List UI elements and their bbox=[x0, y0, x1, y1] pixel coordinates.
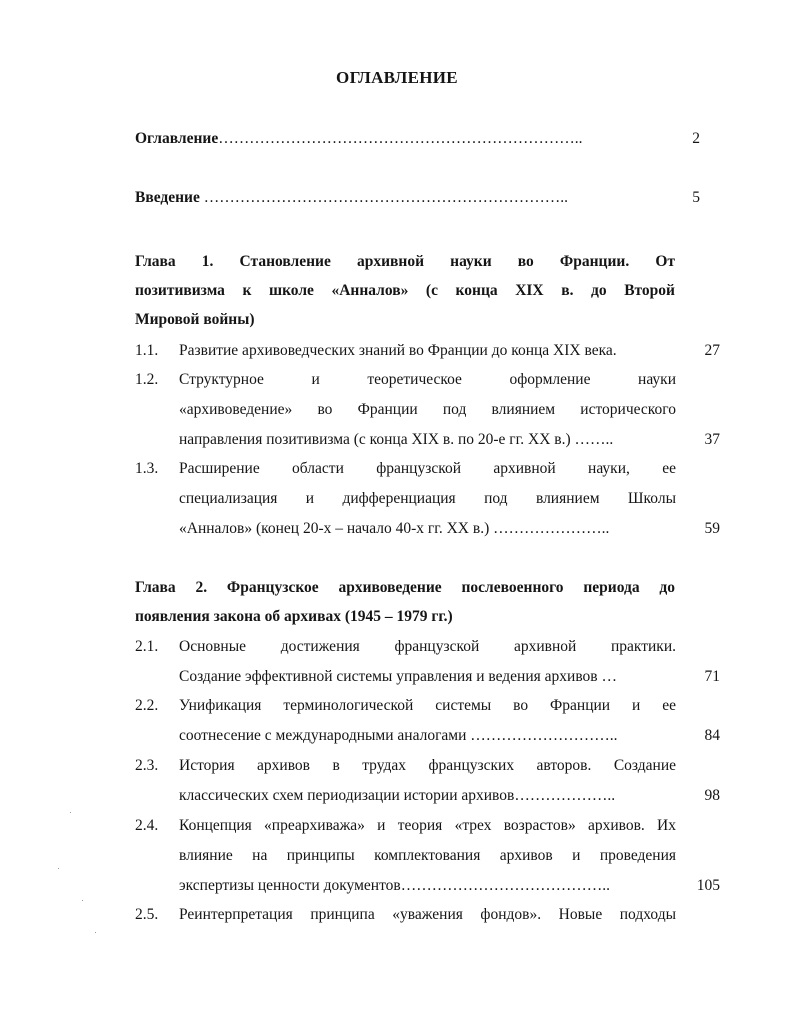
section-title-line: специализация и дифференциация под влиянием Школы bbox=[179, 490, 676, 507]
section-page-number: 105 bbox=[696, 877, 720, 894]
section-number: 1.3. bbox=[135, 460, 159, 477]
toc-page-number: 2 bbox=[692, 130, 700, 147]
section-number: 1.1. bbox=[135, 342, 159, 359]
section-page-number: 27 bbox=[704, 342, 720, 359]
toc-entry-label: Введение bbox=[135, 189, 200, 206]
scan-speck bbox=[82, 900, 83, 901]
chapter-2-heading bbox=[135, 573, 675, 631]
section-title-line: История архивов в трудах французских авторов. Создание bbox=[179, 757, 676, 774]
scan-speck bbox=[58, 868, 59, 869]
section-title-line: направления позитивизма (с конца XIX в. по 20-е гг. XX в.) …….. bbox=[179, 431, 614, 448]
section-number: 2.1. bbox=[135, 638, 159, 655]
section-number: 2.4. bbox=[135, 817, 159, 834]
toc-page-number: 5 bbox=[692, 189, 700, 206]
section-title-line: классических схем периодизации истории архивов……………….. bbox=[179, 787, 616, 804]
chapter-heading-line: позитивизма к школе «Анналов» (с конца XIX в. до Второй bbox=[135, 282, 675, 299]
toc-entry-label: Оглавление bbox=[135, 130, 219, 147]
section-title-line: «архивоведение» во Франции под влиянием исторического bbox=[179, 401, 676, 418]
section-title-line: Основные достижения французской архивной практики. bbox=[179, 638, 676, 655]
toc-leader-dots: …………………………………………………………….. bbox=[199, 189, 568, 206]
section-title-line: Развитие архивоведческих знаний во Франции до конца XIX века. bbox=[179, 342, 617, 359]
toc-entry-contents bbox=[135, 130, 700, 148]
section-number: 2.2. bbox=[135, 697, 159, 714]
section-page-number: 37 bbox=[704, 431, 720, 448]
section-title-line: соотнесение с международными аналогами ……………………….. bbox=[179, 727, 618, 744]
section-title-line: Реинтерпретация принципа «уважения фондов». Новые подходы bbox=[179, 906, 676, 923]
section-title-line: влияние на принципы комплектования архивов и проведения bbox=[179, 847, 676, 864]
scan-speck bbox=[70, 812, 71, 813]
chapter-heading-line: появления закона об архивах (1945 – 1979 гг.) bbox=[135, 608, 453, 625]
chapter-heading-line: Мировой войны) bbox=[135, 311, 255, 328]
section-number: 1.2. bbox=[135, 371, 159, 388]
toc-leader-dots: …………………………………………………………….. bbox=[218, 130, 583, 147]
section-title-line: «Анналов» (конец 20-х – начало 40-х гг. XX в.) ………………….. bbox=[179, 520, 610, 537]
chapter-heading-line: Глава 2. Французское архивоведение послевоенного периода до bbox=[135, 579, 675, 596]
page-title: ОГЛАВЛЕНИЕ bbox=[336, 68, 458, 87]
section-title-line: экспертизы ценности документов………………………………….. bbox=[179, 877, 610, 894]
chapter-heading-line: Глава 1. Становление архивной науки во Франции. От bbox=[135, 253, 675, 270]
section-title-line: Создание эффективной системы управления и ведения архивов … bbox=[179, 668, 617, 685]
section-title-line: Структурное и теоретическое оформление науки bbox=[179, 371, 676, 388]
section-page-number: 59 bbox=[704, 520, 720, 537]
section-number: 2.5. bbox=[135, 906, 159, 923]
toc-entry-introduction bbox=[135, 189, 700, 207]
section-page-number: 98 bbox=[704, 787, 720, 804]
section-number: 2.3. bbox=[135, 757, 159, 774]
section-page-number: 71 bbox=[704, 668, 720, 685]
chapter-1-heading bbox=[135, 247, 675, 334]
section-page-number: 84 bbox=[704, 727, 720, 744]
section-title-line: Унификация терминологической системы во Франции и ее bbox=[179, 697, 676, 714]
section-title-line: Концепция «преархиважа» и теория «трех возрастов» архивов. Их bbox=[179, 817, 676, 834]
scan-speck bbox=[95, 932, 96, 933]
section-title-line: Расширение области французской архивной науки, ее bbox=[179, 460, 676, 477]
